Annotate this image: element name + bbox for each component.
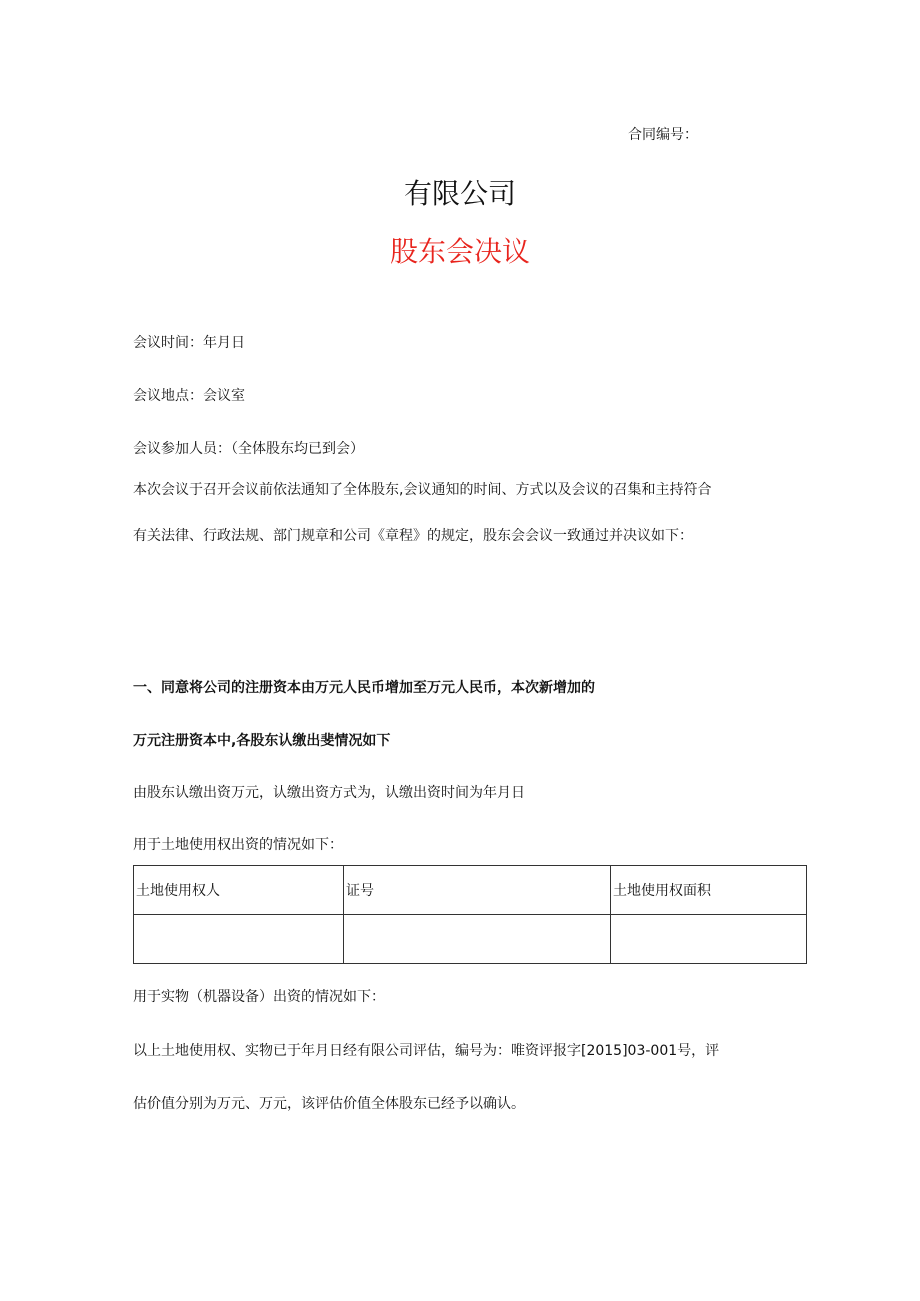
valuation-line-2: 估价值分别为万元、万元，该评估价值全体股东已经予以确认。 [133, 1096, 525, 1112]
company-title: 有限公司 [403, 177, 516, 210]
contract-number-label: 合同编号： [628, 127, 698, 143]
meeting-time: 会议时间：年月日 [133, 335, 245, 351]
table-cell [134, 915, 344, 964]
resolution-one-heading-1: 一、同意将公司的注册资本由万元人民币增加至万元人民币，本次新增加的 [133, 680, 595, 696]
resolution-one-heading-2: 万元注册资本中,各股东认缴出斐情况如下 [133, 733, 391, 749]
subscription-text: 由股东认缴出资万元，认缴出资方式为，认缴出资时间为年月日 [133, 785, 525, 801]
table-header-row [134, 866, 807, 915]
header-land-holder: 土地使用权人 [134, 866, 344, 915]
header-certificate-no: 证号 [344, 866, 611, 915]
valuation-line-1: 以上土地使用权、实物已于年月日经有限公司评估，编号为：唯资评报字[2015]03-001号，评 [133, 1043, 720, 1059]
land-use-table [133, 865, 807, 964]
meeting-place: 会议地点：会议室 [133, 388, 245, 404]
land-use-intro: 用于土地使用权出资的情况如下： [133, 837, 343, 853]
intro-line-2: 有关法律、行政法规、部门规章和公司《章程》的规定，股东会会议一致通过并决议如下： [133, 528, 693, 544]
resolution-title: 股东会决议 [389, 235, 530, 268]
table-row [134, 915, 807, 964]
table-cell [344, 915, 611, 964]
material-intro: 用于实物（机器设备）出资的情况如下： [133, 989, 385, 1005]
header-land-area: 土地使用权面积 [611, 866, 807, 915]
table-cell [611, 915, 807, 964]
meeting-attendees: 会议参加人员：（全体股东均已到会） [133, 441, 364, 457]
intro-line-1: 本次会议于召开会议前依法通知了全体股东,会议通知的时间、方式以及会议的召集和主持符合 [133, 482, 712, 498]
